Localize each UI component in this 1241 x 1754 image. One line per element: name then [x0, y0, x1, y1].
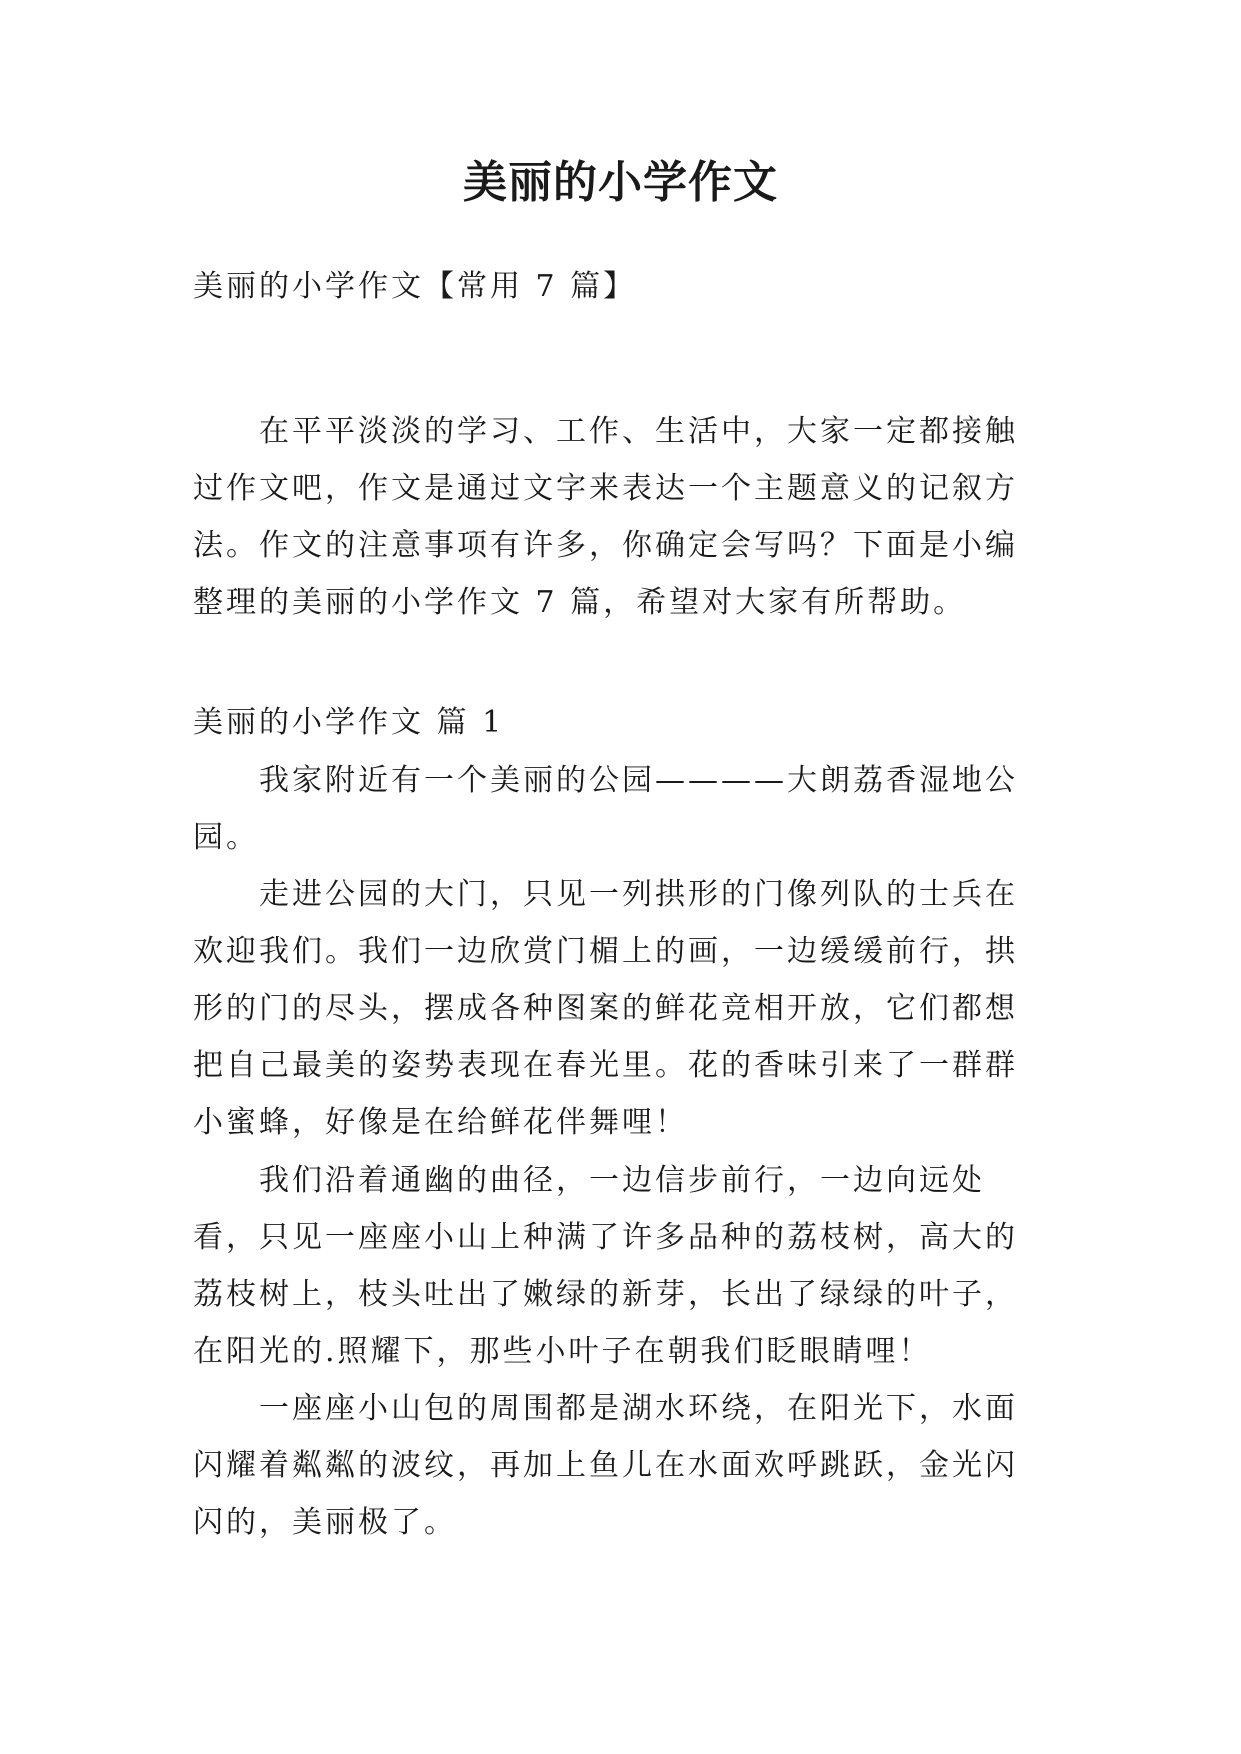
body-paragraph: 走进公园的大门，只见一列拱形的门像列队的士兵在欢迎我们。我们一边欣赏门楣上的画，一边缓缓前行，拱形的门的尽头，摆成各种图案的鲜花竞相开放，它们都想把自己最美的姿势表现在春光里。花的香味引来了一群群小蜜蜂，好像是在给鲜花伴舞哩！ — [193, 877, 1018, 1140]
section-heading: 美丽的小学作文 篇 1 — [193, 705, 505, 740]
body-paragraph: 我家附近有一个美丽的公园————大朗荔香湿地公园。 — [193, 763, 1018, 855]
body-paragraph: 一座座小山包的周围都是湖水环绕，在阳光下，水面闪耀着粼粼的波纹，再加上鱼儿在水面欢呼跳跃，金光闪闪的，美丽极了。 — [193, 1391, 1018, 1540]
document-title: 美丽的小学作文 — [463, 157, 778, 208]
document-subtitle: 美丽的小学作文【常用 7 篇】 — [193, 269, 637, 304]
intro-paragraph: 在平平淡淡的学习、工作、生活中，大家一定都接触过作文吧，作文是通过文字来表达一个主题意义的记叙方法。作文的注意事项有许多，你确定会写吗？下面是小编整理的美丽的小学作文 7 篇，希望对大家有所帮助。 — [193, 414, 1018, 620]
body-paragraph: 我们沿着通幽的曲径，一边信步前行，一边向远处看，只见一座座小山上种满了许多品种的荔枝树，高大的荔枝树上，枝头吐出了嫩绿的新芽，长出了绿绿的叶子，在阳光的.照耀下，那些小叶子在朝我们眨眼睛哩！ — [193, 1163, 1018, 1369]
